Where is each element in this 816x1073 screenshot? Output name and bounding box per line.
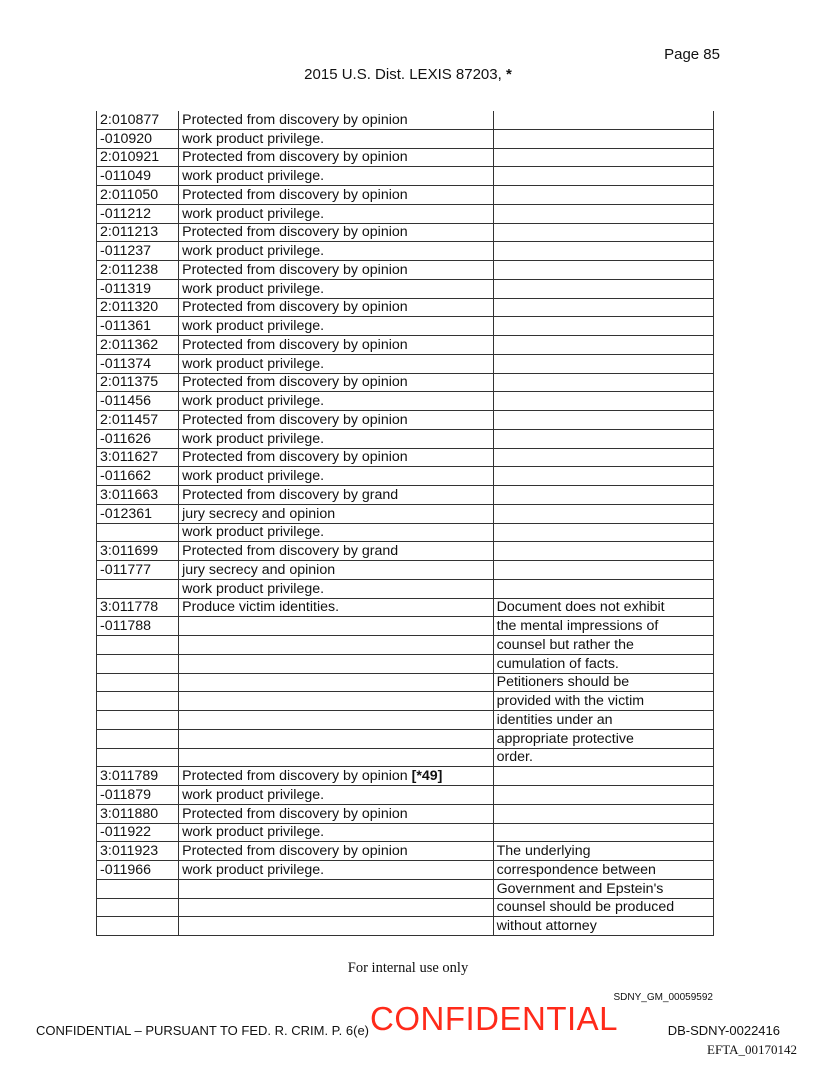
table-row: [97, 186, 714, 205]
bates-cell-text: -011922: [100, 824, 152, 841]
ruling-cell: [493, 823, 713, 842]
bates-cell-text: 2:011362: [100, 336, 159, 353]
table-row: [97, 354, 714, 373]
ruling-cell-text: Document does not exhibit: [496, 599, 665, 616]
table-row: [97, 523, 714, 542]
bates-cell: [97, 692, 179, 711]
ruling-cell-text: cumulation of facts.: [496, 655, 619, 672]
objection-cell: [179, 186, 494, 205]
bates-cell-text: 2:010877: [100, 111, 160, 128]
table-row: [97, 729, 714, 748]
objection-cell-text: jury secrecy and opinion: [182, 561, 336, 578]
bates-cell: [97, 354, 179, 373]
page-number: Page 85: [664, 46, 720, 63]
table-row: [97, 111, 714, 129]
bates-cell: [97, 804, 179, 823]
objection-cell: [179, 917, 494, 936]
table-row: [97, 673, 714, 692]
bates-cell-text: 3:011627: [100, 449, 159, 466]
objection-cell-text: Protected from discovery by opinion: [182, 843, 408, 859]
objection-cell: [179, 523, 494, 542]
bates-cell-text: -011361: [100, 318, 152, 334]
objection-cell: [179, 579, 494, 598]
objection-cell: [179, 804, 494, 823]
ruling-cell: [493, 298, 713, 317]
objection-cell-text: Protected from discovery by opinion: [182, 768, 408, 784]
ruling-cell: [493, 504, 713, 523]
bates-cell: [97, 298, 179, 317]
bates-cell-text: 2:011457: [100, 411, 159, 428]
bates-cell: [97, 373, 179, 392]
ruling-cell-text: order.: [496, 749, 533, 766]
bates-cell: [97, 317, 179, 336]
internal-use-notice: For internal use only: [347, 960, 469, 976]
confidential-legend: CONFIDENTIAL – PURSUANT TO FED. R. CRIM. P. 6(e): [36, 1023, 370, 1038]
table-row: [97, 411, 714, 430]
bates-cell-text: -010920: [100, 130, 153, 147]
bates-cell-text: 3:011923: [100, 843, 159, 859]
table-row: [97, 486, 714, 505]
bates-cell-text: -012361: [100, 505, 153, 522]
confidential-stamp: CONFIDENTIAL: [370, 1000, 619, 1037]
objection-cell-text: work product privilege.: [182, 468, 325, 484]
ruling-cell: [493, 129, 713, 148]
bates-cell-text: 3:011778: [100, 599, 159, 616]
table-row: [97, 336, 714, 355]
ruling-cell-text: The underlying: [496, 843, 591, 859]
ruling-cell: [493, 673, 713, 692]
bates-cell: [97, 486, 179, 505]
objection-cell-text: work product privilege.: [182, 393, 325, 409]
ruling-cell: [493, 167, 713, 186]
objection-cell: [179, 729, 494, 748]
objection-cell-text: work product privilege.: [182, 430, 325, 447]
ruling-cell: [493, 448, 713, 467]
ruling-cell-text: provided with the victim: [496, 693, 645, 709]
objection-cell-text: work product privilege.: [182, 786, 325, 803]
ruling-cell: [493, 804, 713, 823]
bates-cell-text: 2:011320: [100, 299, 159, 316]
objection-cell: [179, 636, 494, 655]
objection-cell-text: Protected from discovery by opinion: [182, 224, 408, 241]
table-row: [97, 636, 714, 655]
bates-cell: [97, 748, 179, 767]
bates-cell: [97, 654, 179, 673]
objection-cell-text: work product privilege.: [182, 580, 325, 597]
objection-cell: [179, 129, 494, 148]
ruling-cell: [493, 711, 713, 730]
objection-cell-text: Protected from discovery by opinion: [182, 336, 408, 353]
table-row: [97, 598, 714, 617]
ruling-cell: [493, 561, 713, 580]
ruling-cell: [493, 279, 713, 298]
bates-cell: [97, 861, 179, 880]
objection-cell: [179, 111, 494, 129]
ruling-cell: [493, 186, 713, 205]
objection-cell: [179, 898, 494, 917]
bates-cell: [97, 448, 179, 467]
pin-cite: [*49]: [411, 768, 443, 784]
objection-cell-text: Protected from discovery by grand: [182, 543, 399, 559]
ruling-cell: [493, 842, 713, 861]
bates-cell-text: -011662: [100, 468, 152, 484]
bates-cell-text: -011626: [100, 430, 152, 447]
objection-cell: [179, 298, 494, 317]
ruling-cell: [493, 767, 713, 786]
ruling-cell: [493, 861, 713, 880]
ruling-cell: [493, 786, 713, 805]
bates-cell: [97, 636, 179, 655]
ruling-cell-text: identities under an: [496, 711, 613, 728]
bates-cell: [97, 673, 179, 692]
bates-cell-text: -011237: [100, 243, 152, 259]
efta-document-id: EFTA_00170142: [707, 1042, 797, 1057]
objection-cell-text: work product privilege.: [182, 280, 325, 297]
objection-cell-text: Protected from discovery by opinion: [182, 261, 408, 278]
privilege-log-body: [97, 111, 714, 936]
objection-cell-text: work product privilege.: [182, 355, 325, 372]
ruling-cell: [493, 579, 713, 598]
table-row: [97, 861, 714, 880]
table-row: [97, 804, 714, 823]
ruling-cell: [493, 204, 713, 223]
bates-cell-text: -011374: [100, 355, 152, 372]
table-row: [97, 373, 714, 392]
bates-cell-text: -011319: [100, 280, 152, 297]
bates-cell: [97, 111, 179, 129]
table-row: [97, 317, 714, 336]
table-row: [97, 279, 714, 298]
bates-cell: [97, 429, 179, 448]
privilege-log-table: [96, 111, 714, 936]
bates-cell: [97, 336, 179, 355]
table-row: [97, 129, 714, 148]
ruling-cell: [493, 486, 713, 505]
bates-cell-text: 3:011663: [100, 486, 159, 503]
ruling-cell: [493, 598, 713, 617]
objection-cell: [179, 617, 494, 636]
bates-cell-text: -011777: [100, 561, 152, 578]
objection-cell-text: work product privilege.: [182, 861, 325, 878]
bates-cell: [97, 261, 179, 280]
bates-cell: [97, 786, 179, 805]
citation-text: 2015 U.S. Dist. LEXIS 87203,: [304, 66, 502, 83]
objection-cell: [179, 279, 494, 298]
ruling-cell: [493, 148, 713, 167]
table-row: [97, 561, 714, 580]
objection-cell-text: Protected from discovery by opinion: [182, 374, 408, 391]
ruling-cell-text: without attorney: [496, 918, 597, 934]
objection-cell-text: Protected from discovery by opinion: [182, 111, 408, 128]
objection-cell: [179, 223, 494, 242]
objection-cell: [179, 204, 494, 223]
objection-cell: [179, 692, 494, 711]
objection-cell: [179, 654, 494, 673]
bates-cell: [97, 879, 179, 898]
objection-cell: [179, 448, 494, 467]
objection-cell: [179, 861, 494, 880]
objection-cell-text: Protected from discovery by opinion: [182, 449, 408, 466]
case-citation: [0, 66, 816, 83]
objection-cell-text: work product privilege.: [182, 243, 325, 259]
objection-cell: [179, 486, 494, 505]
bates-cell: [97, 223, 179, 242]
objection-cell: [179, 748, 494, 767]
bates-stamp: SDNY_GM_00059592: [613, 992, 713, 1003]
ruling-cell: [493, 429, 713, 448]
bates-cell: [97, 898, 179, 917]
objection-cell: [179, 823, 494, 842]
table-row: [97, 898, 714, 917]
objection-cell: [179, 317, 494, 336]
ruling-cell: [493, 336, 713, 355]
ruling-cell: [493, 392, 713, 411]
ruling-cell: [493, 898, 713, 917]
table-row: [97, 654, 714, 673]
table-row: [97, 167, 714, 186]
bates-cell: [97, 204, 179, 223]
objection-cell-text: Protected from discovery by opinion: [182, 299, 408, 316]
ruling-cell: [493, 729, 713, 748]
bates-cell: [97, 411, 179, 430]
objection-cell: [179, 373, 494, 392]
ruling-cell-text: counsel but rather the: [496, 636, 634, 653]
bates-cell: [97, 148, 179, 167]
objection-cell: [179, 542, 494, 561]
objection-cell: [179, 242, 494, 261]
table-row: [97, 429, 714, 448]
objection-cell: [179, 504, 494, 523]
table-row: [97, 579, 714, 598]
objection-cell: [179, 561, 494, 580]
table-row: [97, 242, 714, 261]
ruling-cell: [493, 617, 713, 636]
ruling-cell-text: correspondence between: [496, 861, 656, 878]
objection-cell: [179, 148, 494, 167]
objection-cell: [179, 429, 494, 448]
bates-cell: [97, 242, 179, 261]
objection-cell-text: work product privilege.: [182, 824, 325, 841]
bates-cell-text: 3:011699: [100, 543, 159, 559]
bates-cell-text: 2:010921: [100, 149, 160, 166]
bates-cell: [97, 767, 179, 786]
objection-cell-text: work product privilege.: [182, 524, 325, 541]
db-document-id: DB-SDNY-0022416: [667, 1023, 780, 1038]
objection-cell: [179, 786, 494, 805]
objection-cell: [179, 354, 494, 373]
table-row: [97, 542, 714, 561]
objection-cell-text: work product privilege.: [182, 168, 325, 184]
objection-cell: [179, 411, 494, 430]
ruling-cell: [493, 748, 713, 767]
bates-cell-text: -011212: [100, 205, 152, 222]
bates-cell: [97, 711, 179, 730]
objection-cell: [179, 467, 494, 486]
bates-cell: [97, 823, 179, 842]
ruling-cell-text: Government and Epstein's: [496, 880, 664, 897]
table-row: [97, 298, 714, 317]
ruling-cell: [493, 523, 713, 542]
table-row: [97, 204, 714, 223]
ruling-cell: [493, 354, 713, 373]
bates-cell-text: 2:011050: [100, 186, 159, 203]
bates-cell-text: 2:011375: [100, 374, 159, 391]
objection-cell-text: Protected from discovery by grand: [182, 486, 399, 503]
ruling-cell: [493, 654, 713, 673]
bates-cell: [97, 279, 179, 298]
objection-cell: [179, 711, 494, 730]
objection-cell-text: work product privilege.: [182, 205, 325, 222]
table-row: [97, 223, 714, 242]
ruling-cell-text: appropriate protective: [496, 730, 634, 747]
ruling-cell: [493, 261, 713, 280]
table-row: [97, 917, 714, 936]
table-row: [97, 879, 714, 898]
ruling-cell: [493, 542, 713, 561]
ruling-cell: [493, 692, 713, 711]
table-row: [97, 711, 714, 730]
ruling-cell: [493, 467, 713, 486]
objection-cell: [179, 842, 494, 861]
bates-cell: [97, 467, 179, 486]
bates-cell: [97, 579, 179, 598]
bates-cell: [97, 392, 179, 411]
bates-cell: [97, 504, 179, 523]
table-row: [97, 448, 714, 467]
ruling-cell-text: counsel should be produced: [496, 899, 675, 916]
ruling-cell: [493, 242, 713, 261]
table-row: [97, 617, 714, 636]
bates-cell: [97, 523, 179, 542]
ruling-cell: [493, 917, 713, 936]
table-row: [97, 504, 714, 523]
bates-cell: [97, 842, 179, 861]
table-row: [97, 148, 714, 167]
ruling-cell: [493, 636, 713, 655]
objection-cell-text: jury secrecy and opinion: [182, 505, 336, 522]
bates-cell: [97, 561, 179, 580]
bates-cell-text: 3:011789: [100, 768, 159, 784]
objection-cell: [179, 767, 494, 786]
bates-cell-text: -011879: [100, 786, 152, 803]
ruling-cell: [493, 373, 713, 392]
ruling-cell: [493, 317, 713, 336]
objection-cell: [179, 598, 494, 617]
bates-cell: [97, 129, 179, 148]
bates-cell: [97, 917, 179, 936]
table-row: [97, 467, 714, 486]
bates-cell-text: -011049: [100, 168, 152, 184]
bates-cell-text: -011456: [100, 393, 152, 409]
table-row: [97, 823, 714, 842]
table-row: [97, 842, 714, 861]
objection-cell-text: Produce victim identities.: [182, 599, 340, 616]
bates-cell-text: 2:011213: [100, 224, 159, 241]
objection-cell-text: Protected from discovery by opinion: [182, 149, 408, 166]
bates-cell: [97, 617, 179, 636]
objection-cell-text: Protected from discovery by opinion: [182, 805, 408, 822]
table-row: [97, 748, 714, 767]
objection-cell: [179, 673, 494, 692]
citation-star: *: [505, 66, 512, 83]
table-row: [97, 786, 714, 805]
table-row: [97, 261, 714, 280]
ruling-cell-text: Petitioners should be: [496, 674, 630, 691]
table-row: [97, 767, 714, 786]
ruling-cell: [493, 111, 713, 129]
bates-cell-text: 3:011880: [100, 805, 159, 822]
bates-cell: [97, 542, 179, 561]
objection-cell: [179, 167, 494, 186]
table-row: [97, 692, 714, 711]
ruling-cell: [493, 411, 713, 430]
bates-cell: [97, 167, 179, 186]
objection-cell-text: Protected from discovery by opinion: [182, 411, 408, 428]
objection-cell: [179, 336, 494, 355]
objection-cell: [179, 879, 494, 898]
bates-cell: [97, 598, 179, 617]
objection-cell: [179, 261, 494, 280]
bates-cell: [97, 186, 179, 205]
objection-cell-text: Protected from discovery by opinion: [182, 186, 408, 203]
bates-cell: [97, 729, 179, 748]
ruling-cell: [493, 223, 713, 242]
table-row: [97, 392, 714, 411]
objection-cell-text: work product privilege.: [182, 318, 325, 334]
objection-cell: [179, 392, 494, 411]
bates-cell-text: -011788: [100, 618, 152, 634]
bates-cell-text: 2:011238: [100, 261, 159, 278]
objection-cell-text: work product privilege.: [182, 130, 325, 147]
ruling-cell-text: the mental impressions of: [496, 618, 659, 634]
bates-cell-text: -011966: [100, 861, 152, 878]
ruling-cell: [493, 879, 713, 898]
